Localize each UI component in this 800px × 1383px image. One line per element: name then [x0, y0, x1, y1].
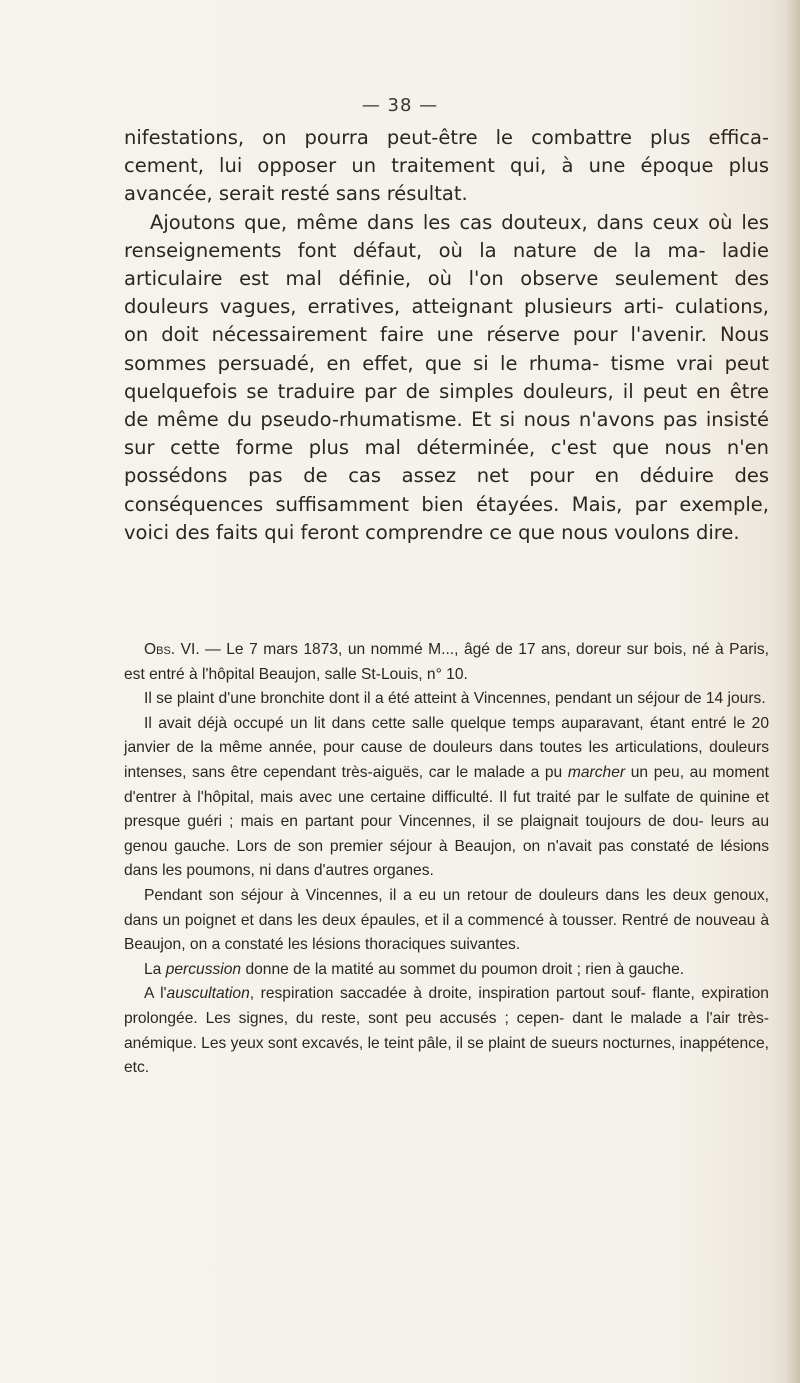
paragraph-ajoutons: Ajoutons que, même dans les cas douteux, dans ceux où les renseignements font défaut, où la nature de la ma- ladie articulaire est mal définie, où l'on observe seulement des douleurs vagues, erratives, atteignant plusieurs arti- culations, on doit nécessairement faire une réserve pour l'avenir. Nous sommes persuadé, en effet, que si le rhuma- tisme vrai peut quelquefois se traduire par de simples douleurs, il peut en être de même du pseudo-rhumatisme. Et si nous n'avons pas insisté sur cette forme plus mal déterminée, c'est que nous n'en possédons pas de cas assez net pour en déduire des conséquences suffisamment bien étayées. Mais, par exemple, voici des faits qui feront comprendre ce que nous voulons dire.: [124, 210, 769, 544]
observation-auscultation: [124, 982, 769, 1080]
paragraph-continuation: nifestations, on pourra peut-être le combattre plus effica- cement, lui opposer un traitement qui, à une époque plus avancée, serait resté sans résultat.: [124, 126, 769, 206]
percussion-emphasis: percussion: [165, 960, 242, 978]
observation-label: Obs. VI.: [144, 641, 200, 658]
main-text: [124, 124, 769, 547]
observation-bronchitis: Il se plaint d'une bronchite dont il a été atteint à Vincennes, pendant un séjour de 14 jours.: [144, 690, 766, 708]
page-edge-shadow: [786, 0, 800, 1383]
observation-vincennes: Pendant son séjour à Vincennes, il a eu un retour de douleurs dans les deux genoux, dans un poignet et dans les deux épaules, et il a commencé à tousser. Rentré de nouveau à Beaujon, on a constaté les lésions thoraciques suivantes.: [124, 886, 769, 954]
history-text-1: Il avait déjà occupé un lit dans cette salle quelque temps auparavant, étant entré le 20 janvier de la même année, pour cause de douleurs dans toutes les articulations, douleurs intenses, sans être cependant très-aiguës, car le malade a pu: [124, 714, 769, 781]
auscultation-emphasis: auscultation: [166, 985, 250, 1003]
percussion-text: donne de la matité au sommet du poumon droit ; rien à gauche.: [241, 960, 685, 978]
history-text-2: un peu, au moment d'entrer à l'hôpital, mais avec une certaine difficulté. Il fut traité par le sulfate de quinine et presque guéri ; mais en partant pour Vincennes, il se plaignait toujours de dou- leurs au genou gauche. Lors de son premier séjour à Beaujon, on n'avait pas constaté de lésions dans les poumons, ni dans d'autres organes.: [124, 763, 769, 880]
observation-history: [124, 712, 769, 884]
percussion-prefix: La: [144, 960, 166, 978]
observation-intro-text: — Le 7 mars 1873, un nommé M..., âgé de 17 ans, doreur sur bois, né à Paris, est entré à l'hôpital Beaujon, salle St-Louis, n° 10.: [124, 641, 769, 683]
observation-intro: [124, 638, 769, 687]
observation-percussion: [124, 958, 769, 983]
auscultation-prefix: A l': [144, 985, 167, 1003]
history-emphasis: marcher: [567, 763, 626, 781]
page-number: — 38 —: [361, 95, 439, 116]
observation-block: [124, 638, 769, 1081]
auscultation-text: , respiration saccadée à droite, inspiration partout souf- flante, expiration prolongée. Les signes, du reste, sont peu accusés ; cepen- dant le malade a l'air très-anémique. Les yeux sont excavés, le teint pâle, il se plaint de sueurs nocturnes, inappétence, etc.: [124, 985, 769, 1077]
